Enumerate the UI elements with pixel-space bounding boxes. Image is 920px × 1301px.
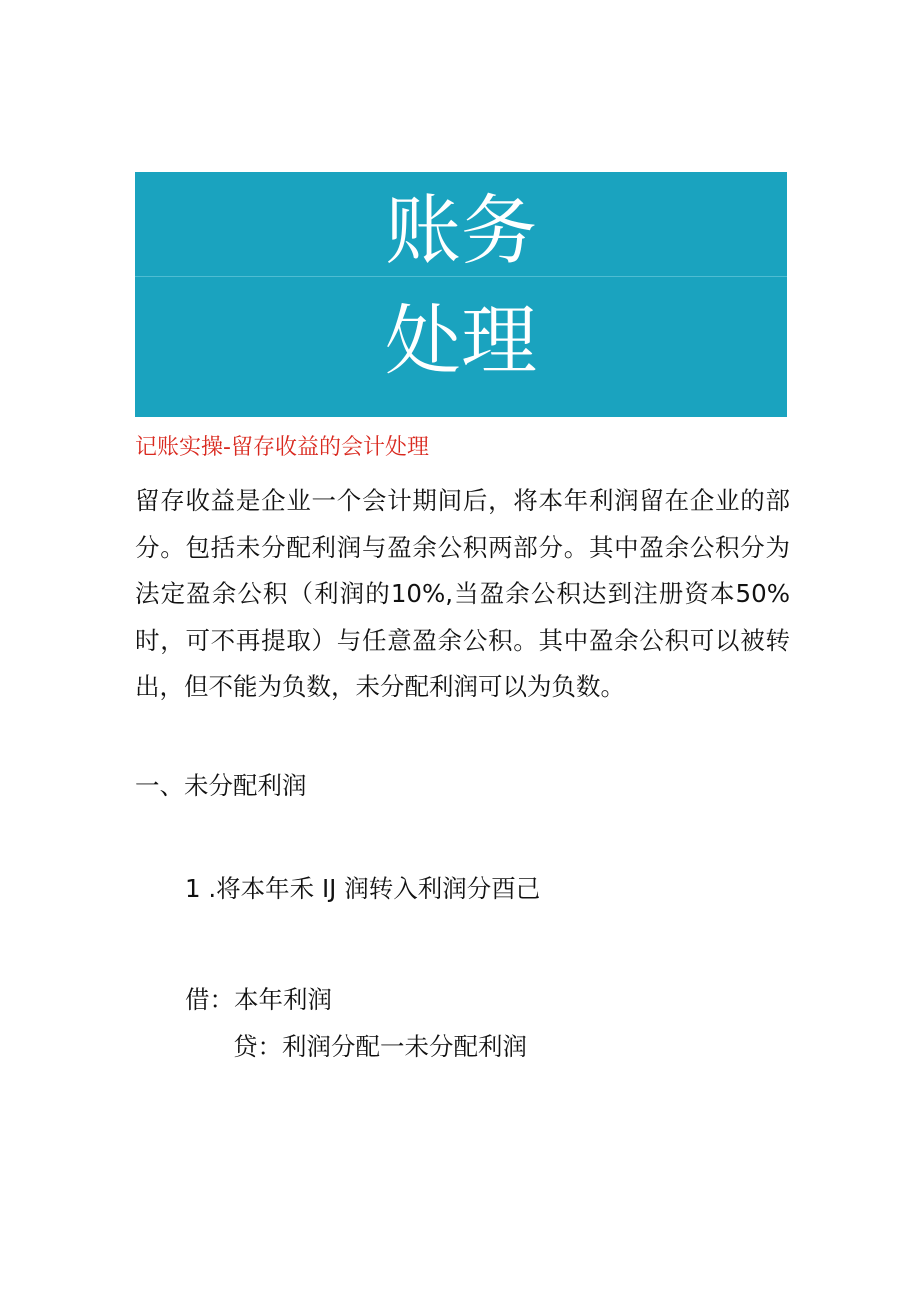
intro-paragraph: 留存收益是企业一个会计期间后，将本年利润留在企业的部分。包括未分配利润与盈余公积两部分。其中盈余公积分为法定盈余公积（利润的10%,当盈余公积达到注册资本50%时，可不再提取）与任意盈余公积。其中盈余公积可以被转出，但不能为负数，未分配利润可以为负数。: [135, 486, 790, 701]
banner-title-line-2: 处理: [385, 296, 537, 385]
journal-entry-debit: 借：本年利润: [185, 985, 332, 1014]
journal-entry-credit: 贷：利润分配一未分配利润: [233, 1032, 527, 1061]
title-banner: [135, 172, 787, 417]
step-1: 1 .将本年禾 IJ 润转入利润分酉己: [185, 874, 541, 903]
section-heading: 一、未分配利润: [135, 771, 307, 800]
article-subtitle: 记账实操-留存收益的会计处理: [135, 435, 429, 460]
banner-title-line-1: 账务: [385, 186, 537, 275]
banner-divider: [135, 276, 787, 277]
